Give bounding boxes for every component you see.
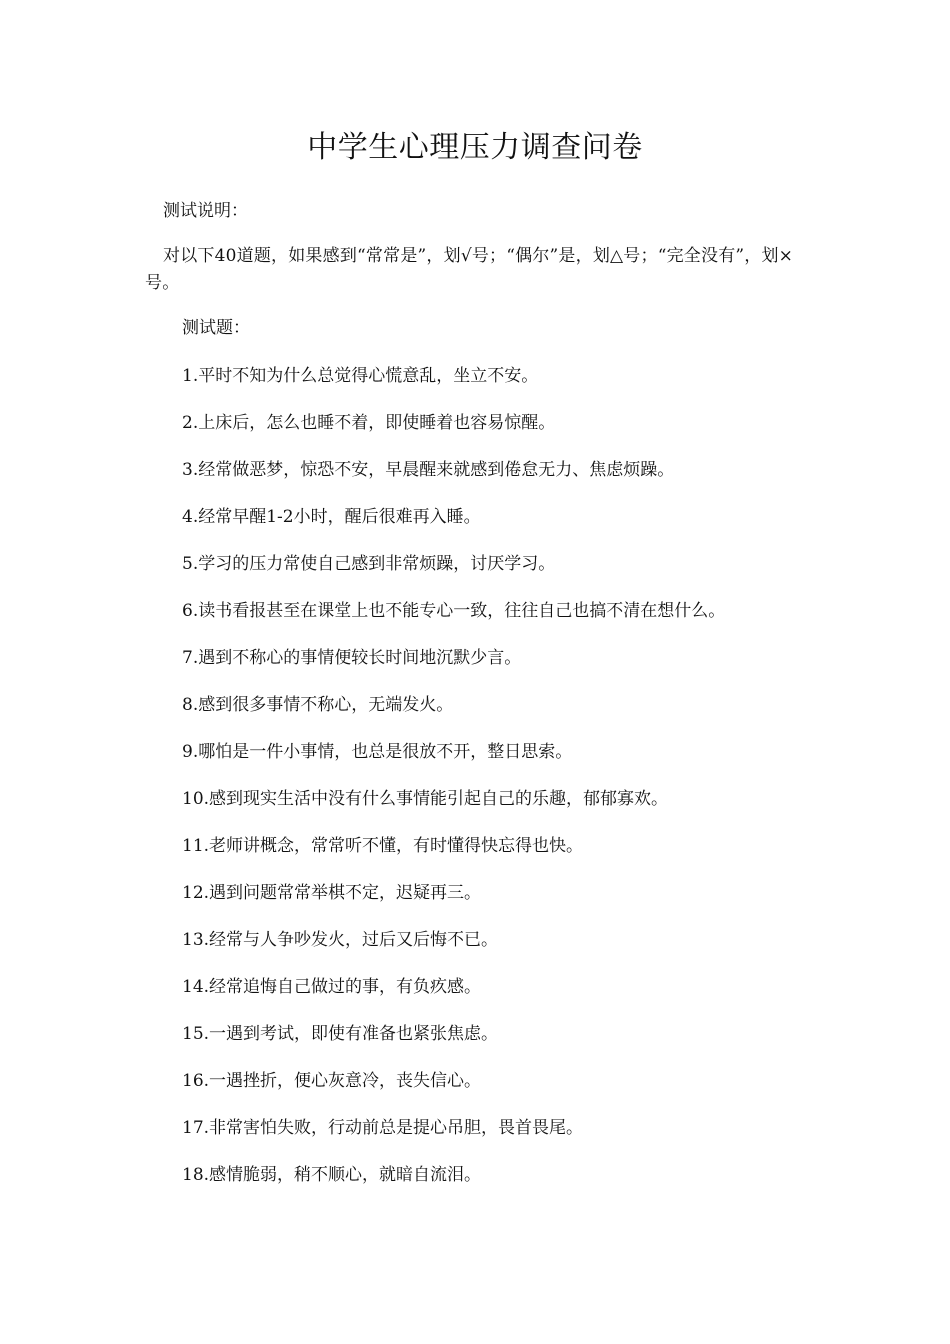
question-item: 14.经常追悔自己做过的事，有负疚感。 (182, 977, 482, 997)
intro-label: 测试说明： (163, 201, 248, 221)
question-item: 11.老师讲概念，常常听不懂，有时懂得快忘得也快。 (182, 836, 584, 856)
question-item: 10.感到现实生活中没有什么事情能引起自己的乐趣，郁郁寡欢。 (182, 789, 669, 809)
question-item: 16.一遇挫折，便心灰意冷，丧失信心。 (182, 1071, 482, 1091)
question-item: 4.经常早醒1-2小时，醒后很难再入睡。 (182, 507, 481, 527)
question-item: 9.哪怕是一件小事情，也总是很放不开，整日思索。 (182, 742, 573, 762)
question-item: 12.遇到问题常常举棋不定，迟疑再三。 (182, 883, 482, 903)
question-item: 2.上床后，怎么也睡不着，即使睡着也容易惊醒。 (182, 413, 556, 433)
question-item: 17.非常害怕失败，行动前总是提心吊胆，畏首畏尾。 (182, 1118, 584, 1138)
instructions-text: 对以下40道题，如果感到“常常是”，划√号；“偶尔”是，划△号；“完全没有”，划×号。 (145, 246, 794, 293)
question-item: 15.一遇到考试，即使有准备也紧张焦虑。 (182, 1024, 499, 1044)
question-item: 1.平时不知为什么总觉得心慌意乱，坐立不安。 (182, 366, 539, 386)
question-item: 8.感到很多事情不称心，无端发火。 (182, 695, 454, 715)
question-item: 5.学习的压力常使自己感到非常烦躁，讨厌学习。 (182, 554, 556, 574)
question-item: 3.经常做恶梦，惊恐不安，早晨醒来就感到倦怠无力、焦虑烦躁。 (182, 460, 675, 480)
document-title: 中学生心理压力调查问卷 (307, 130, 643, 165)
test-label: 测试题： (182, 318, 250, 338)
question-item: 7.遇到不称心的事情便较长时间地沉默少言。 (182, 648, 522, 668)
question-item: 6.读书看报甚至在课堂上也不能专心一致，往往自己也搞不清在想什么。 (182, 601, 726, 621)
question-item: 18.感情脆弱，稍不顺心，就暗自流泪。 (182, 1165, 482, 1185)
question-item: 13.经常与人争吵发火，过后又后悔不已。 (182, 930, 499, 950)
question-list (182, 365, 725, 1211)
